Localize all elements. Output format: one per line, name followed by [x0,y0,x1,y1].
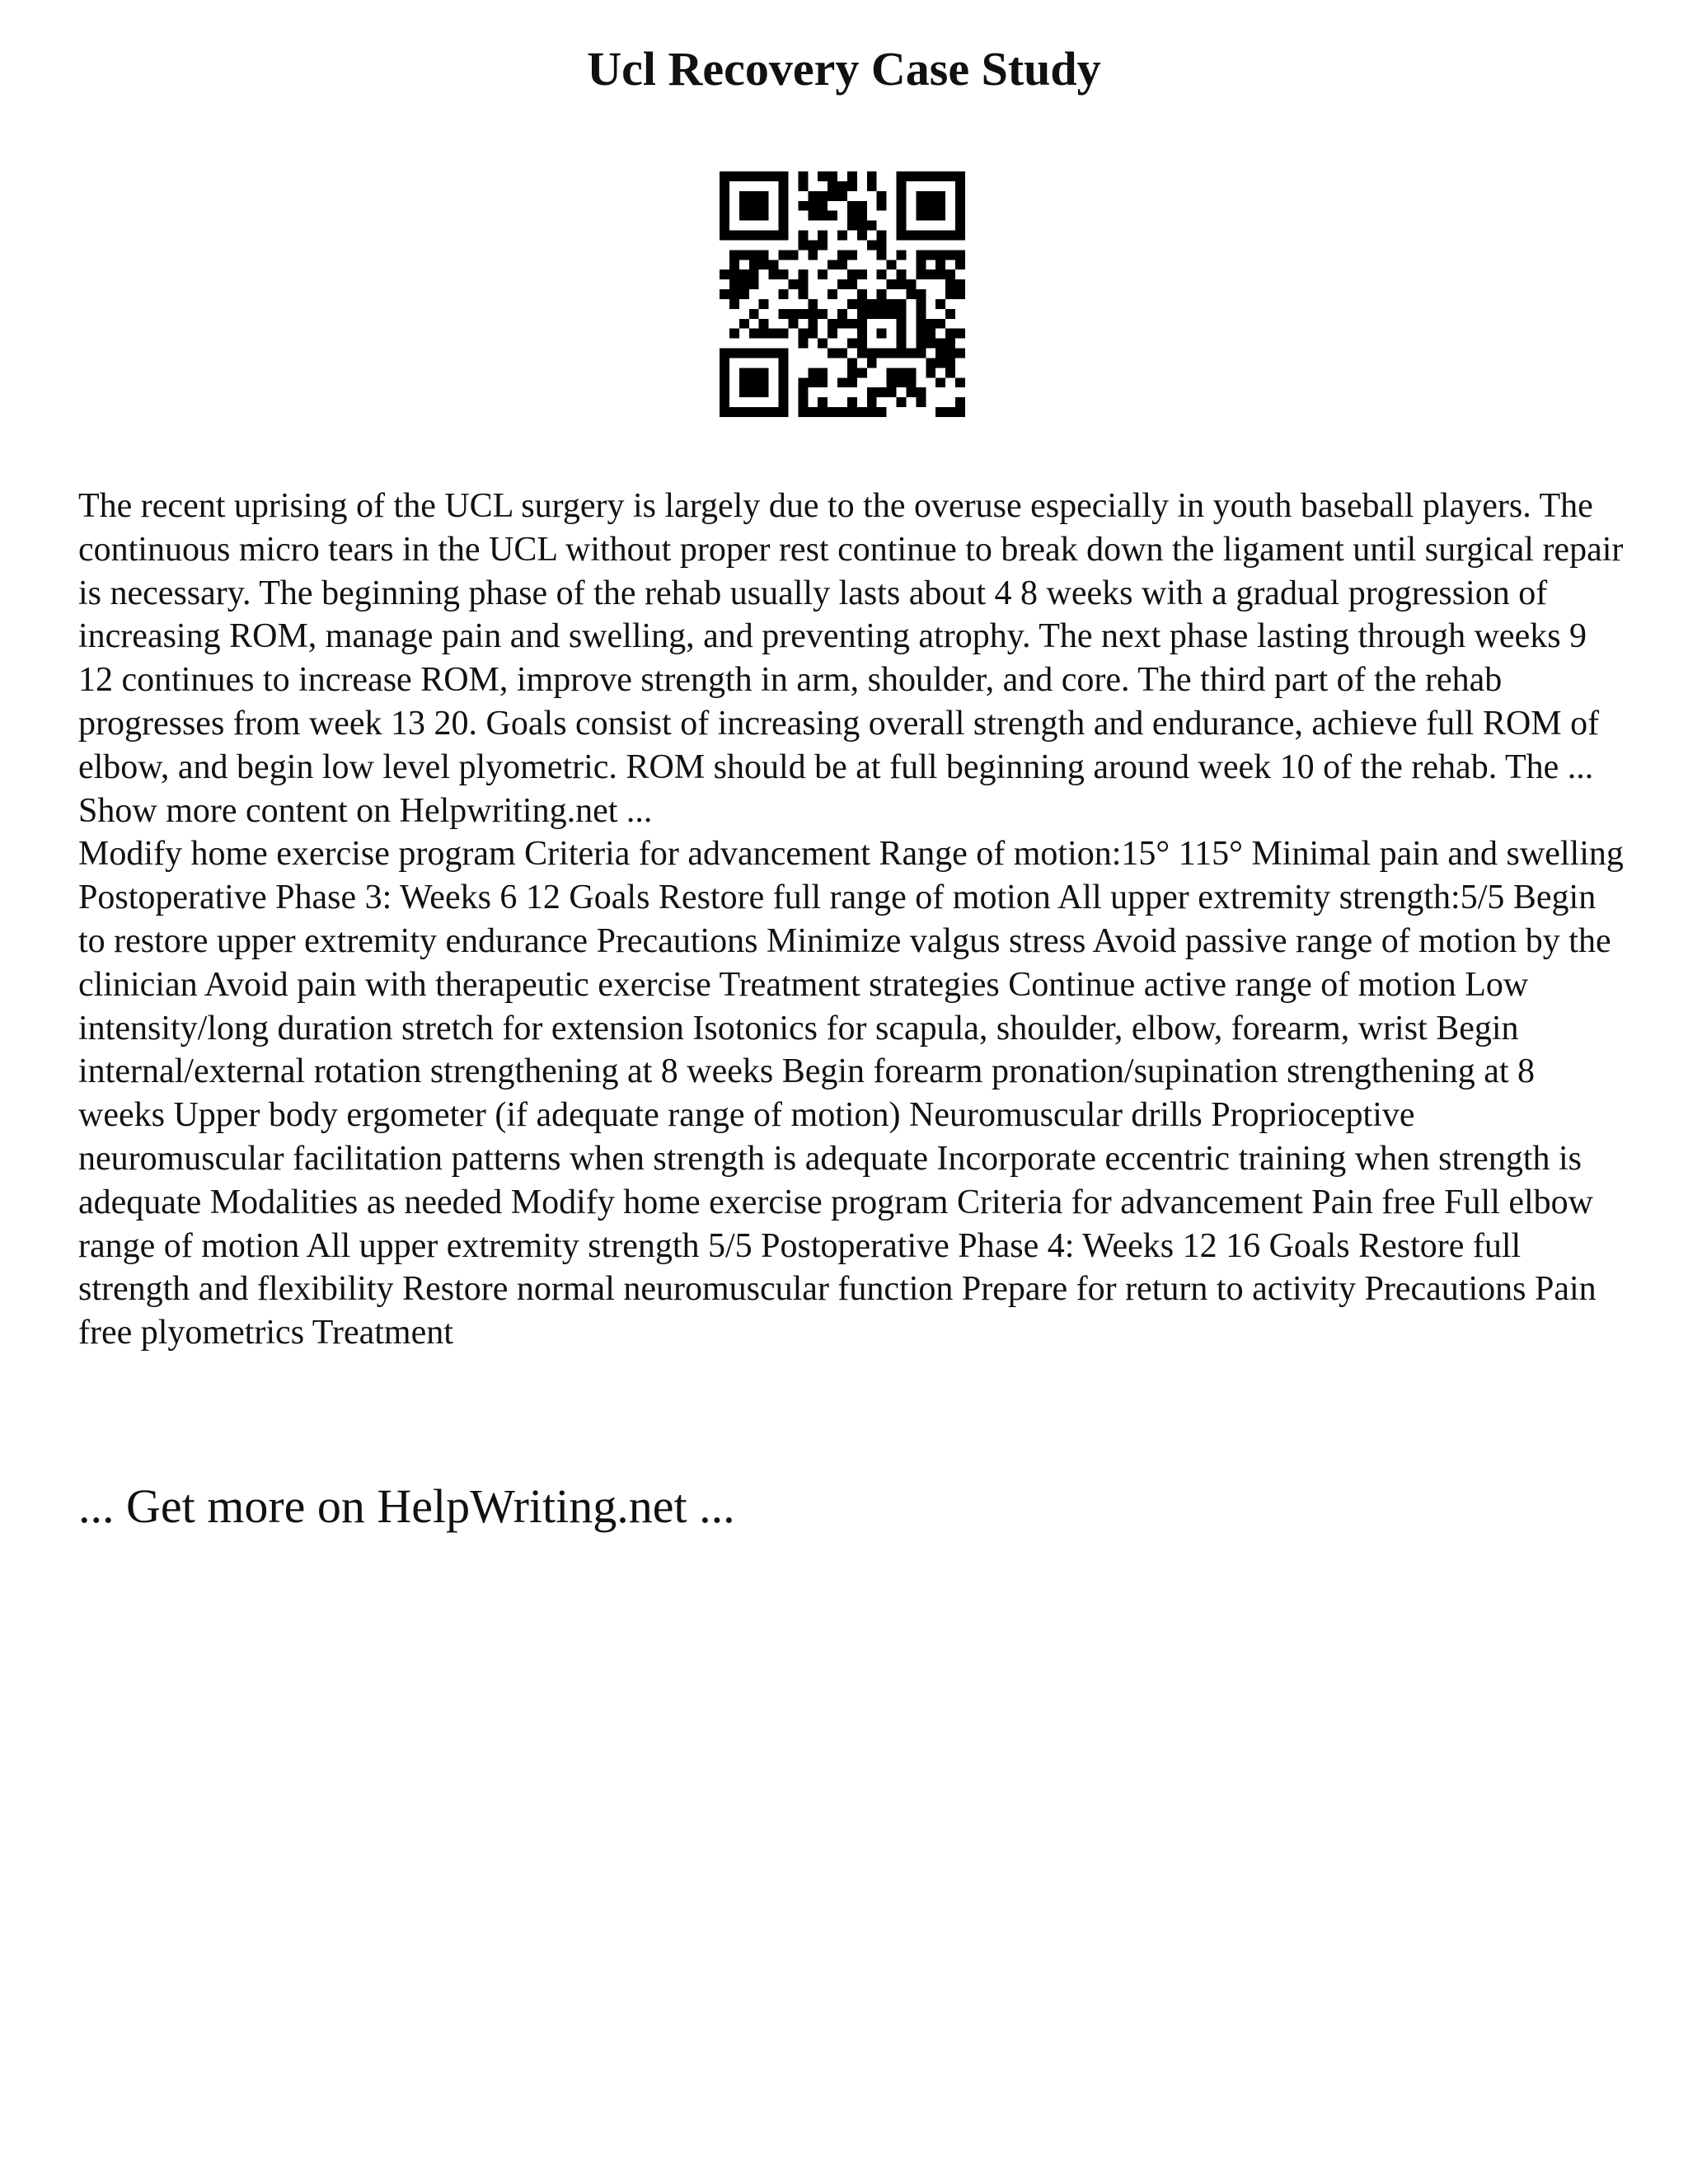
page-title: Ucl Recovery Case Study [587,42,1101,96]
get-more-link[interactable]: ... Get more on HelpWriting.net ... [78,1479,735,1533]
qr-code-icon [720,171,965,417]
paragraph: Modify home exercise program Criteria for advancement Range of motion:15° 115° Minimal pain and swelling Postoperative Phase 3: Weeks 6 12 Goals Restore full range of motion All upper extremity strength:5/5 Begin to restore upper extremity endurance Precautions Minimize valgus stress Avoid passive range of motion by the clinician Avoid pain with therapeutic exercise Treatment strategies Continue active range of motion Low intensity/long duration stretch for extension Isotonics for scapula, shoulder, elbow, forearm, wrist Begin internal/external rotation strengthening at 8 weeks Begin forearm pronation/supination strengthening at 8 weeks Upper body ergometer (if adequate range of motion) Neuromuscular drills Proprioceptive neuromuscular facilitation patterns when strength is adequate Incorporate eccentric training when strength is adequate Modalities as needed Modify home exercise program Criteria for advancement Pain free Full elbow range of motion All upper extremity strength 5/5 Postoperative Phase 4: Weeks 12 16 Goals Restore full strength and flexibility Restore normal neuromuscular function Prepare for return to activity Precautions Pain free plyometrics Treatment [78,835,1624,1352]
paragraph: The recent uprising of the UCL surgery is largely due to the overuse especially in youth baseball players. The continuous micro tears in the UCL without proper rest continue to break down the ligament until surgical repair is necessary. The beginning phase of the rehab usually lasts about 4 8 weeks with a gradual progression of increasing ROM, manage pain and swelling, and preventing atrophy. The next phase lasting through weeks 9 12 continues to increase ROM, improve strength in arm, shoulder, and core. The third part of the rehab progresses from week 13 20. Goals consist of increasing overall strength and endurance, achieve full ROM of elbow, and begin low level plyometric. ROM should be at full beginning around week 10 of the rehab. The ... Show more content on Helpwriting.net ... [78,487,1624,830]
article-body [78,485,1628,1355]
